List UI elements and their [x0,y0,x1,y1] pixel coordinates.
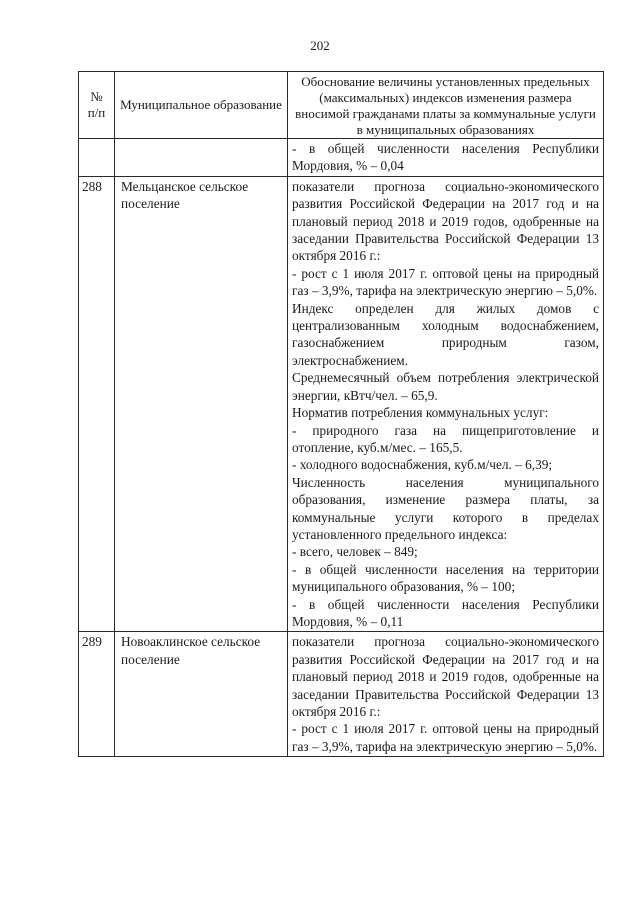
text-line: - в общей численности населения на территории муниципального образования, % – 100; [292,561,599,595]
text-line: показатели прогноза социально-экономического развития Российской Федерации на 2017 год и на плановый период 2018 и 2019 годов, одобренные на заседании Правительства Российской Федерации 13 октября 2016 г.: [292,178,599,264]
header-municipality: Муниципальное образование [115,72,288,139]
cell-justification [288,139,604,177]
text-line: - природного газа на пищеприготовление и отопление, куб.м/мес. – 165,5. [292,422,599,455]
table-row-288 [79,176,604,632]
text-line: Норматив потребления коммунальных услуг: [292,405,549,421]
cell-justification [288,176,604,632]
table-row-continuation [79,139,604,177]
index-justification-table [78,71,604,757]
text-line: - в общей численности населения Республики Мордовия, % – 0,11 [292,596,599,629]
cell-municipality [115,139,288,177]
cell-number: 289 [79,632,115,757]
text-line: Численность населения муниципального образования, изменение размера платы, за коммунальные услуги которого в пределах установленного предельного индекса: [292,474,599,542]
text-line: - холодного водоснабжения, куб.м/чел. – 6,39; [292,457,553,473]
cell-justification [288,632,604,757]
cell-number [79,139,115,177]
text-line: показатели прогноза социально-экономического развития Российской Федерации на 2017 год и на плановый период 2018 и 2019 годов, одобренные на заседании Правительства Российской Федерации 13 октября 2016 г.: [292,634,599,719]
text-line: Среднемесячный объем потребления электрической энергии, кВтч/чел. – 65,9. [292,370,599,403]
header-number: № п/п [79,72,115,139]
cell-municipality: Новоаклинское сельское поселение [115,632,288,757]
table-row-289 [79,632,604,757]
text-line: - рост с 1 июля 2017 г. оптовой цены на природный газ – 3,9%, тарифа на электрическую энергию – 5,0%. [292,721,599,754]
text-line: - рост с 1 июля 2017 г. оптовой цены на природный газ – 3,9%, тарифа на электрическую энергию – 5,0%. [292,265,599,299]
page-number: 202 [310,38,330,53]
text-line: - всего, человек – 849; [292,544,418,560]
table-header-row [79,72,604,139]
cell-municipality: Мельцанское сельское поселение [115,176,288,632]
text-line: - в общей численности населения Республики Мордовия, % – 0,04 [292,141,599,174]
cell-number: 288 [79,176,115,632]
text-line: Индекс определен для жилых домов с централизованным холодным водоснабжением, газоснабжением природным газом, электроснабжением. [292,300,599,368]
header-justification: Обоснование величины установленных предельных (максимальных) индексов изменения размера вносимой гражданами платы за коммунальные услуги в муниципальных образованиях [288,72,604,139]
